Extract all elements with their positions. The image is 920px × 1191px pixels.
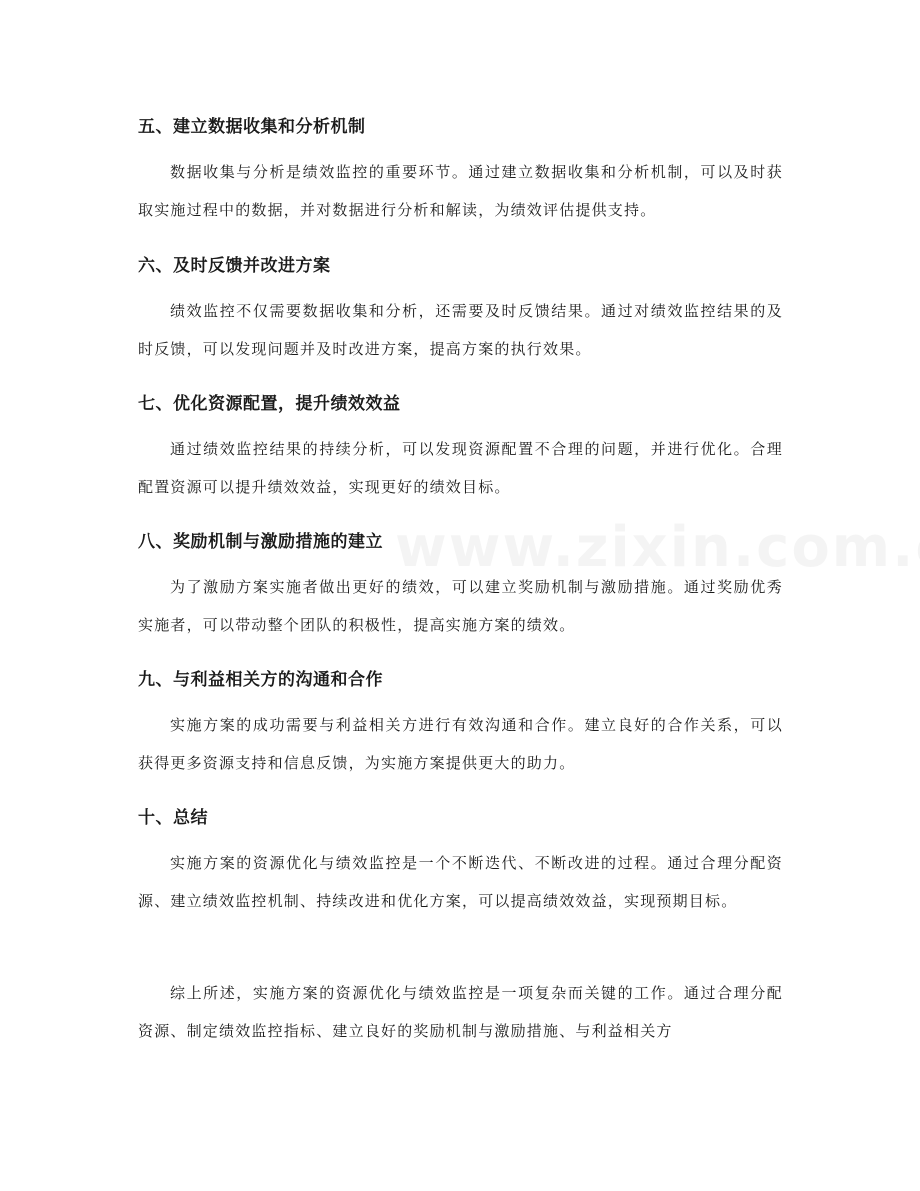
section-paragraph-7: 通过绩效监控结果的持续分析，可以发现资源配置不合理的问题，并进行优化。合理配置资源可以提升绩效效益，实现更好的绩效目标。 <box>138 440 783 496</box>
section-heading-9: 九、与利益相关方的沟通和合作 <box>138 670 383 690</box>
section-paragraph-8: 为了激励方案实施者做出更好的绩效，可以建立奖励机制与激励措施。通过奖励优秀实施者，可以带动整个团队的积极性，提高实施方案的绩效。 <box>138 578 783 634</box>
section-heading-5: 五、建立数据收集和分析机制 <box>138 117 366 137</box>
section-heading-6: 六、及时反馈并改进方案 <box>138 256 331 276</box>
section-paragraph-6: 绩效监控不仅需要数据收集和分析，还需要及时反馈结果。通过对绩效监控结果的及时反馈，可以发现问题并及时改进方案，提高方案的执行效果。 <box>138 302 783 358</box>
section-heading-7: 七、优化资源配置，提升绩效效益 <box>138 394 401 414</box>
section-heading-10: 十、总结 <box>138 808 208 828</box>
section-paragraph-9: 实施方案的成功需要与利益相关方进行有效沟通和合作。建立良好的合作关系，可以获得更多资源支持和信息反馈，为实施方案提供更大的助力。 <box>138 716 783 772</box>
section-heading-8: 八、奖励机制与激励措施的建立 <box>138 532 383 552</box>
section-paragraph-10b: 综上所述，实施方案的资源优化与绩效监控是一项复杂而关键的工作。通过合理分配资源、制定绩效监控指标、建立良好的奖励机制与激励措施、与利益相关方 <box>138 984 783 1040</box>
section-paragraph-10a: 实施方案的资源优化与绩效监控是一个不断迭代、不断改进的过程。通过合理分配资源、建立绩效监控机制、持续改进和优化方案，可以提高绩效效益，实现预期目标。 <box>138 854 783 910</box>
section-paragraph-5: 数据收集与分析是绩效监控的重要环节。通过建立数据收集和分析机制，可以及时获取实施过程中的数据，并对数据进行分析和解读，为绩效评估提供支持。 <box>138 163 783 219</box>
